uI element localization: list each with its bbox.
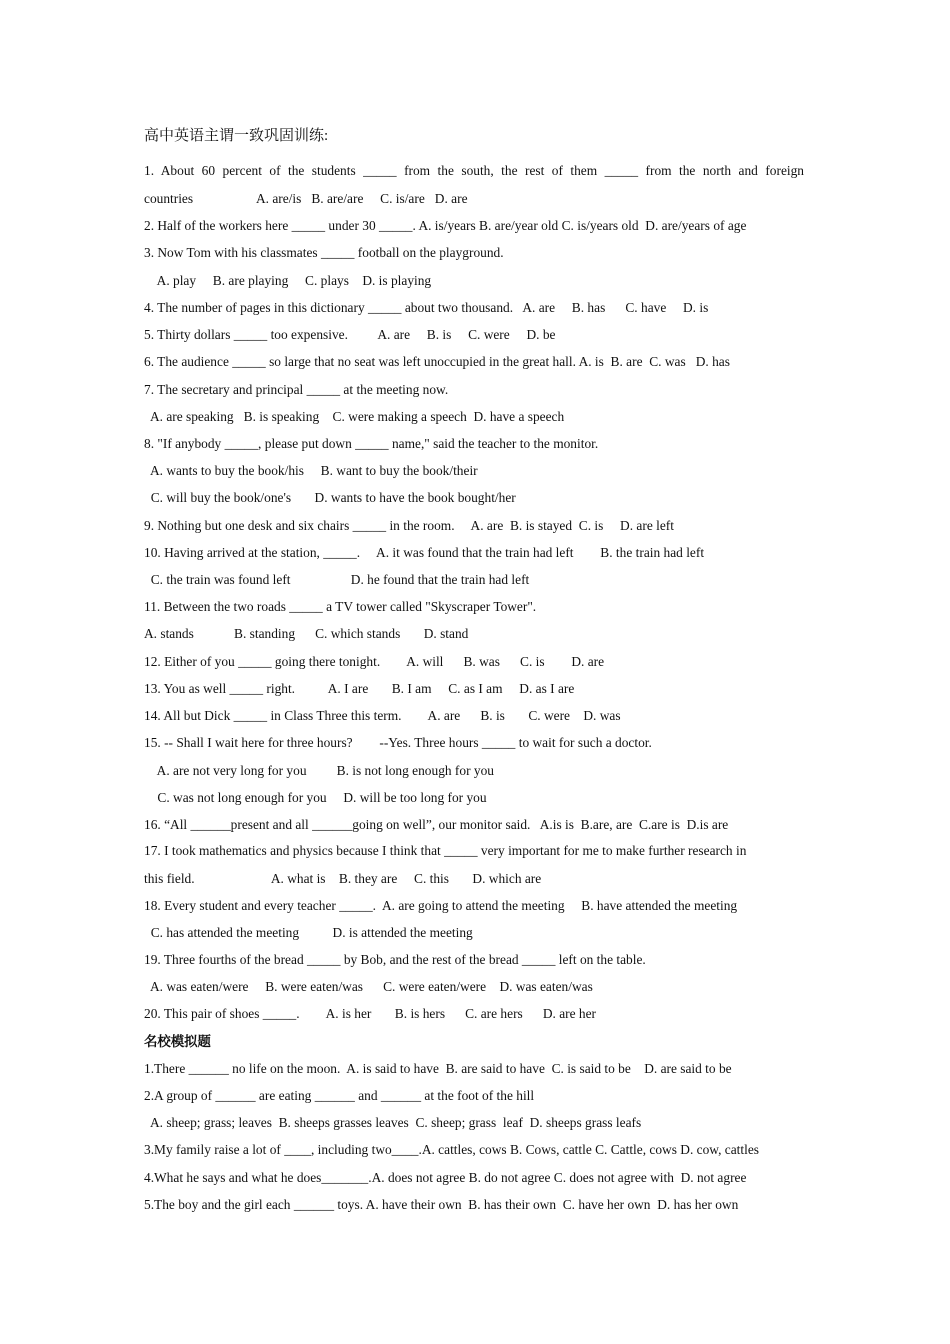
page-title: 高中英语主谓一致巩固训练: [144,128,329,144]
q11-line-2: A. stands B. standing C. which stands D. stand [144,626,469,641]
m3-line: 3.My family raise a lot of ____, including two____.A. cattles, cows B. Cows, cattle C. Cattle, cows D. cow, cattles [144,1142,759,1157]
q7-line-1: 7. The secretary and principal _____ at the meeting now. [144,382,449,397]
q18-line-1: 18. Every student and every teacher _____. A. are going to attend the meeting B. have attended the meeting [144,898,738,913]
q15-line-3: C. was not long enough for you D. will be too long for you [144,790,487,805]
section-heading: 名校模拟题 [144,1034,211,1049]
q15-line-1: 15. -- Shall I wait here for three hours? --Yes. Three hours _____ to wait for such a doctor. [144,735,652,750]
q7-line-2: A. are speaking B. is speaking C. were making a speech D. have a speech [144,409,565,424]
q11-line-1: 11. Between the two roads _____ a TV tower called "Skyscraper Tower". [144,599,537,614]
q8-line-1: 8. "If anybody _____, please put down _____ name," said the teacher to the monitor. [144,436,599,451]
q2-line: 2. Half of the workers here _____ under 30 _____. A. is/years B. are/year old C. is/years old D. are/years of age [144,218,747,233]
m5-line: 5.The boy and the girl each ______ toys. A. have their own B. has their own C. have her own D. has her own [144,1197,739,1212]
q6-line: 6. The audience _____ so large that no seat was left unoccupied in the great hall. A. is B. are C. was D. has [144,354,730,369]
q1-line-1: 1. About 60 percent of the students _____ from the south, the rest of them _____ from the north and foreign [144,163,804,178]
q18-line-2: C. has attended the meeting D. is attended the meeting [144,925,473,940]
q17-line-2: this field. A. what is B. they are C. this D. which are [144,871,542,886]
q4-line: 4. The number of pages in this dictionary _____ about two thousand. A. are B. has C. have D. is [144,300,709,315]
q10-line-2: C. the train was found left D. he found that the train had left [144,572,530,587]
q10-line-1: 10. Having arrived at the station, _____. A. it was found that the train had left B. the train had left [144,545,705,560]
q19-line-2: A. was eaten/were B. were eaten/was C. were eaten/were D. was eaten/was [144,979,593,994]
m2-line-2: A. sheep; grass; leaves B. sheeps grasses leaves C. sheep; grass leaf D. sheeps grass leafs [144,1115,642,1130]
q5-line: 5. Thirty dollars _____ too expensive. A. are B. is C. were D. be [144,327,556,342]
m2-line-1: 2.A group of ______ are eating ______ and ______ at the foot of the hill [144,1088,535,1103]
q14-line: 14. All but Dick _____ in Class Three this term. A. are B. is C. were D. was [144,708,621,723]
q3-line-1: 3. Now Tom with his classmates _____ football on the playground. [144,245,504,260]
q12-line: 12. Either of you _____ going there tonight. A. will B. was C. is D. are [144,654,605,669]
q19-line-1: 19. Three fourths of the bread _____ by Bob, and the rest of the bread _____ left on the table. [144,952,646,967]
q17-line-1: 17. I took mathematics and physics because I think that _____ very important for me to make further research in [144,843,747,858]
q15-line-2: A. are not very long for you B. is not long enough for you [144,763,494,778]
q8-line-2: A. wants to buy the book/his B. want to buy the book/their [144,463,478,478]
q13-line: 13. You as well _____ right. A. I are B. I am C. as I am D. as I are [144,681,575,696]
q8-line-3: C. will buy the book/one's D. wants to have the book bought/her [144,490,516,505]
q3-line-2: A. play B. are playing C. plays D. is playing [144,273,432,288]
q20-line: 20. This pair of shoes _____. A. is her B. is hers C. are hers D. are her [144,1006,596,1021]
m1-line: 1.There ______ no life on the moon. A. is said to have B. are said to have C. is said to be D. are said to be [144,1061,732,1076]
q9-line: 9. Nothing but one desk and six chairs _____ in the room. A. are B. is stayed C. is D. are left [144,518,674,533]
q16-line: 16. “All ______present and all ______going on well”, our monitor said. A.is is B.are, are C.are is D.is are [144,817,729,832]
q1-line-2: countries A. are/is B. are/are C. is/are D. are [144,191,468,206]
m4-line: 4.What he says and what he does_______.A. does not agree B. do not agree C. does not agree with D. not agree [144,1170,747,1185]
